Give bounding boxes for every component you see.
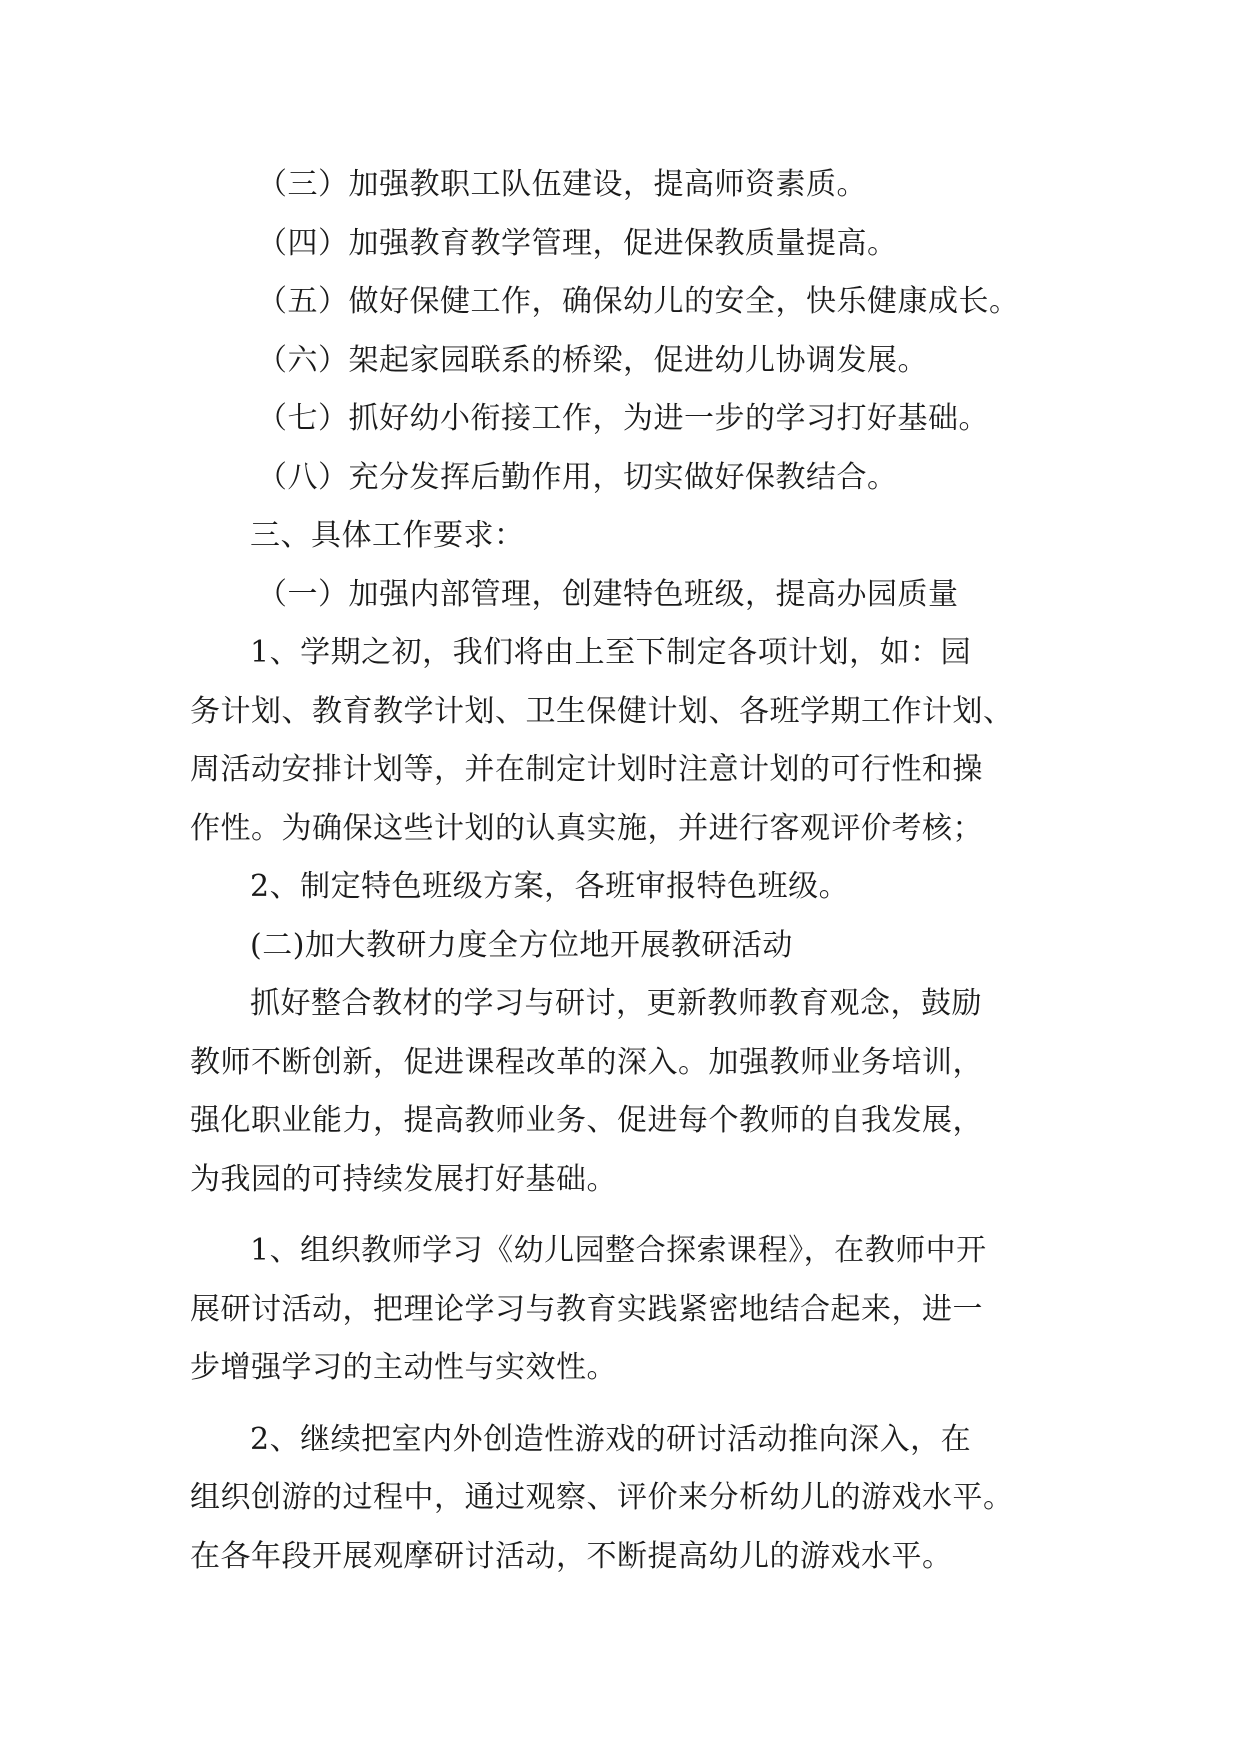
section-item-5: （五）做好保健工作，确保幼儿的安全，快乐健康成长。: [257, 284, 1020, 319]
section-item-3: （三）加强教职工队伍建设，提高师资素质。: [257, 167, 867, 202]
paragraph-line: 抓好整合教材的学习与研讨，更新教师教育观念，鼓励: [250, 986, 982, 1021]
subsection-heading-1: （一）加强内部管理，创建特色班级，提高办园质量: [257, 576, 959, 612]
paragraph-line: 在各年段开展观摩研讨活动，不断提高幼儿的游戏水平。: [190, 1538, 953, 1574]
paragraph-line: 周活动安排计划等，并在制定计划时注意计划的可行性和操: [190, 752, 983, 787]
section-item-4: （四）加强教育教学管理，促进保教质量提高。: [257, 225, 898, 261]
paragraph-line: 作性。为确保这些计划的认真实施，并进行客观评价考核；: [190, 810, 983, 846]
paragraph-line: 1、学期之初，我们将由上至下制定各项计划，如：园: [250, 635, 972, 670]
paragraph-gap: [190, 1209, 1070, 1222]
section-item-6: （六）架起家园联系的桥梁，促进幼儿协调发展。: [257, 342, 928, 378]
document-body: [190, 156, 1070, 1586]
paragraph-line: 步增强学习的主动性与实效性。: [190, 1350, 617, 1385]
paragraph-line: 教师不断创新，促进课程改革的深入。加强教师业务培训，: [190, 1044, 983, 1080]
paragraph-line: 2、制定特色班级方案，各班审报特色班级。: [250, 869, 850, 904]
paragraph-gap: [190, 1398, 1070, 1411]
section-heading-3: 三、具体工作要求：: [250, 518, 525, 553]
paragraph-line: 1、组织教师学习《幼儿园整合探索课程》，在教师中开: [250, 1233, 987, 1268]
paragraph-line: 为我园的可持续发展打好基础。: [190, 1161, 617, 1197]
section-item-8: （八）充分发挥后勤作用，切实做好保教结合。: [257, 459, 898, 495]
paragraph-line: 组织创游的过程中，通过观察、评价来分析幼儿的游戏水平。: [190, 1480, 1014, 1515]
paragraph-line: 2、继续把室内外创造性游戏的研讨活动推向深入，在: [250, 1421, 972, 1457]
paragraph-line: 强化职业能力，提高教师业务、促进每个教师的自我发展，: [190, 1103, 983, 1138]
section-item-7: （七）抓好幼小衔接工作，为进一步的学习打好基础。: [257, 401, 989, 436]
paragraph-line: 展研讨活动，把理论学习与教育实践紧密地结合起来，进一: [190, 1291, 983, 1327]
paragraph-line: 务计划、教育教学计划、卫生保健计划、各班学期工作计划、: [190, 693, 1014, 729]
subsection-heading-2: (二)加大教研力度全方位地开展教研活动: [250, 927, 793, 963]
